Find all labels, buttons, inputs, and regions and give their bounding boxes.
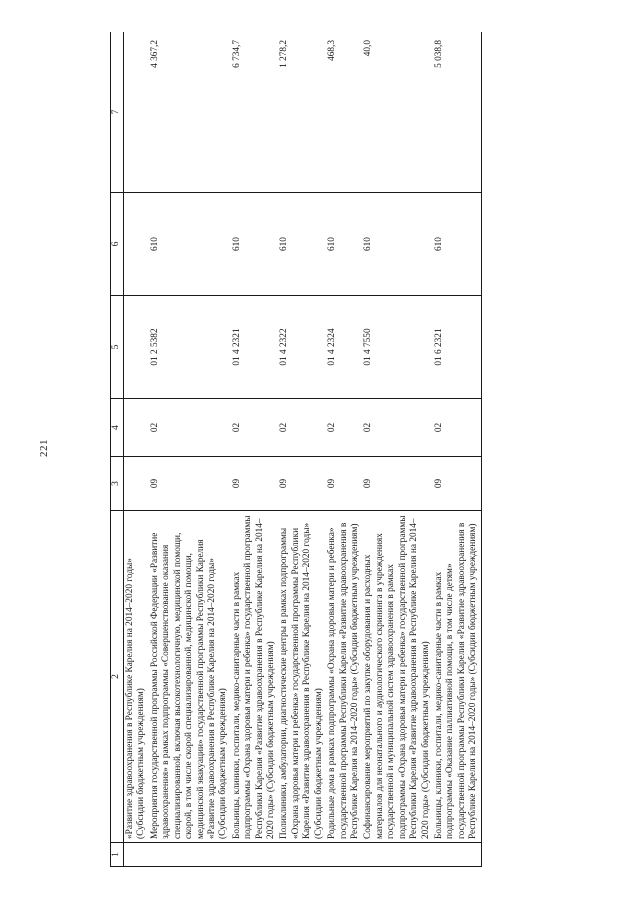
target-article-code: 01 6 2321 [433,296,481,399]
col-header-6: 6 [111,193,124,296]
rotated-content [110,32,640,867]
section-code [124,457,149,511]
row-index [278,843,326,867]
row-description: Больницы, клиники, госпитали, медико-санитарные части в рамках подпрограммы «Охрана здоровья матери и ребенка» государственной программы Республики Карелия «Развитие здравоохранения в Республике Карелия на 2014–2020 годы» (Субсидии бюджетным учреждениям) [231,511,279,843]
target-article-code: 01 4 7550 [362,296,433,399]
section-code: 09 [326,457,362,511]
row-description: Больницы, клиники, госпитали, медико-санитарные части в рамках подпрограммы «Оказание паллиативной помощи, в том числе детям» государственной программы Республики Карелия «Развитие здравоохранения в Республике Карелия на 2014–2020 годы» (Субсидии бюджетным учреждениям) [433,511,481,843]
amount: 6 734,7 [231,32,279,193]
row-description: Поликлиники, амбулатории, диагностические центры в рамках подпрограммы «Охрана здоровья матери и ребенка» государственной программы Республики Карелия «Развитие здравоохранения в Республике Карелия на 2014–2020 годы» (Субсидии бюджетным учреждениям) [278,511,326,843]
col-header-1: 1 [111,843,124,867]
target-article-code: 01 4 2322 [278,296,326,399]
amount: 40,0 [362,32,433,193]
row-description: Софинансирование мероприятий по закупке оборудования и расходных материалов для неонатального и аудиологического скрининга в учреждениях государственной и муниципальной систем здравоохранения в рамках подпрограммы «Охрана здоровья матери и ребенка» государственной программы Республики Карелия «Развитие здравоохранения в Республике Карелия на 2014–2020 годы» (Субсидии бюджетным учреждениям) [362,511,433,843]
table-row [231,32,279,867]
expense-type-code: 610 [149,193,231,296]
row-index [124,843,149,867]
section-code: 09 [278,457,326,511]
target-article-code: 01 2 5382 [149,296,231,399]
table-row [362,32,433,867]
row-description: Родильные дома в рамках подпрограммы «Охрана здоровья матери и ребенка» государственной программы Республики Карелия «Развитие здравоохранения в Республике Карелия на 2014–2020 годы» (Субсидии бюджетным учреждениям) [326,511,362,843]
col-header-4: 4 [111,399,124,457]
expense-type-code [124,193,149,296]
row-description: «Развитие здравоохранения в Республике Карелия на 2014–2020 годы» (Субсидии бюджетным учреждениям) [124,511,149,843]
subsection-code: 02 [231,399,279,457]
rotated-page [110,32,640,867]
subsection-code: 02 [278,399,326,457]
amount: 468,3 [326,32,362,193]
subsection-code: 02 [433,399,481,457]
expense-type-code: 610 [433,193,481,296]
subsection-code [124,399,149,457]
subsection-code: 02 [149,399,231,457]
table-row [326,32,362,867]
target-article-code: 01 4 2321 [231,296,279,399]
expense-type-code: 610 [278,193,326,296]
page-number: 221 [38,439,50,457]
section-code: 09 [149,457,231,511]
section-code: 09 [231,457,279,511]
row-description: Мероприятия государственной программы Российской Федерации «Развитие здравоохранения» в рамках подпрограммы «Совершенствование оказания специализированной, включая высокотехнологичную, медицинской помощи, скорой, в том числе скорой специализированной, медицинской помощи, медицинской эвакуации» государственной программы Республики Карелия «Развитие здравоохранения в Республике Карелия на 2014–2020 годы» (Субсидии бюджетным учреждениям) [149,511,231,843]
col-header-3: 3 [111,457,124,511]
amount: 4 367,2 [149,32,231,193]
header-row [111,32,124,867]
target-article-code [124,296,149,399]
table-row [433,32,481,867]
table-row [278,32,326,867]
expense-type-code: 610 [231,193,279,296]
budget-table [110,32,482,867]
target-article-code: 01 4 2324 [326,296,362,399]
row-index [362,843,433,867]
expense-type-code: 610 [362,193,433,296]
subsection-code: 02 [326,399,362,457]
row-index [326,843,362,867]
row-index [149,843,231,867]
amount: 1 278,2 [278,32,326,193]
table-row [124,32,149,867]
col-header-2: 2 [111,511,124,843]
row-index [231,843,279,867]
col-header-5: 5 [111,296,124,399]
section-code: 09 [433,457,481,511]
amount: 5 038,8 [433,32,481,193]
expense-type-code: 610 [326,193,362,296]
col-header-7: 7 [111,32,124,193]
section-code: 09 [362,457,433,511]
amount [124,32,149,193]
table-row [149,32,231,867]
subsection-code: 02 [362,399,433,457]
row-index [433,843,481,867]
